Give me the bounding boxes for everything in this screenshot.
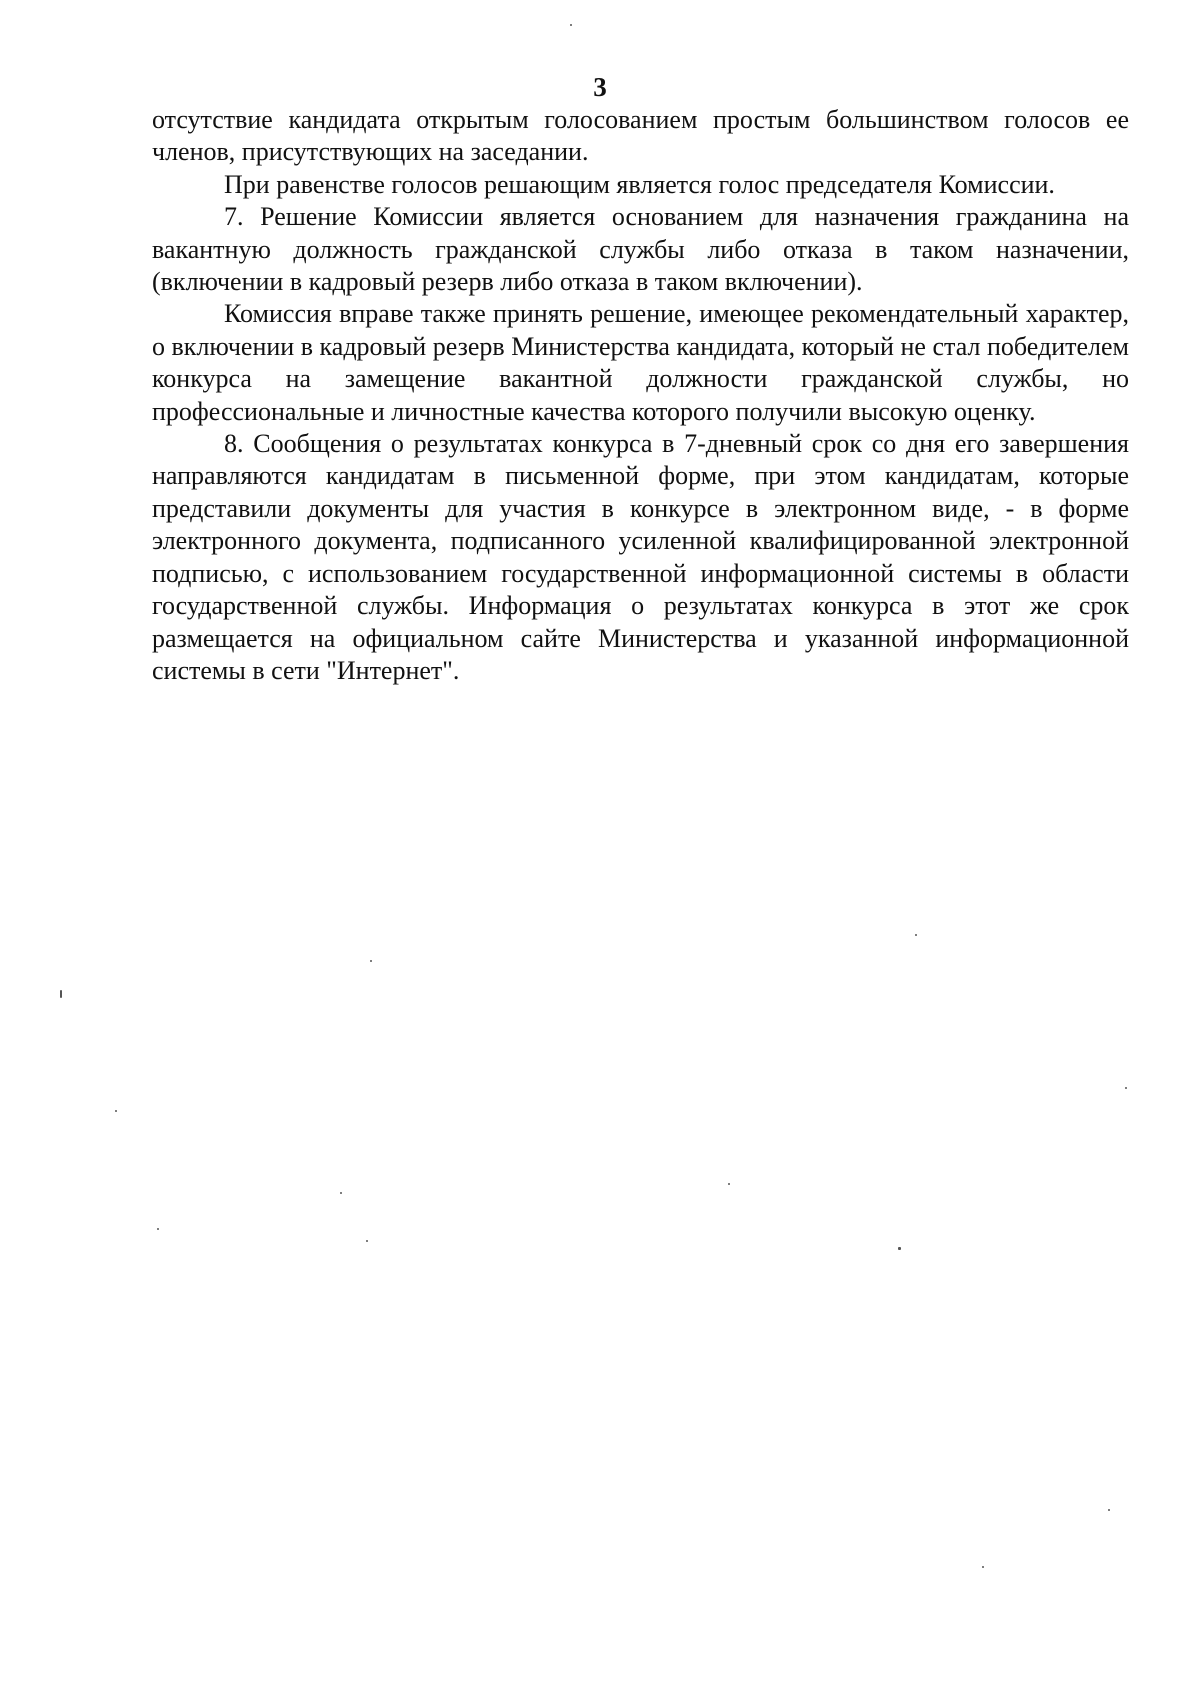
paragraph-recommendation: Комиссия вправе также принять решение, имеющее рекомендательный характер, о включении в кадровый резерв Министерства кандидата, который не стал победителем конкурса на замещение вакантной должности гражданской службы, но профессиональные и личностные качества которого получили высокую оценку. bbox=[152, 299, 1129, 426]
scan-speck bbox=[115, 1110, 117, 1112]
scan-speck bbox=[982, 1566, 984, 1568]
document-body bbox=[152, 104, 1129, 687]
scan-speck bbox=[370, 960, 372, 962]
scan-speck bbox=[60, 990, 62, 998]
scan-speck bbox=[728, 1183, 730, 1185]
scan-speck bbox=[1108, 1509, 1110, 1511]
paragraph-item-8: 8. Сообщения о результатах конкурса в 7-дневный срок со дня его завершения направляются кандидатам в письменной форме, при этом кандидатам, которые представили документы для участия в конкурсе в электронном виде, - в форме электронного документа, подписанного усиленной квалифицированной электронной подписью, с использованием государственной информационной системы в области государственной службы. Информация о результатах конкурса в этот же срок размещается на официальном сайте Министерства и указанной информационной системы в сети "Интернет". bbox=[152, 429, 1129, 685]
page-number: 3 bbox=[593, 72, 607, 102]
scan-speck bbox=[915, 934, 917, 936]
paragraph-tie-vote: При равенстве голосов решающим является голос председателя Комиссии. bbox=[224, 169, 1055, 199]
scan-speck bbox=[898, 1247, 901, 1250]
scan-speck bbox=[157, 1228, 159, 1230]
scan-speck bbox=[570, 24, 572, 26]
scan-speck bbox=[366, 1240, 368, 1242]
scan-speck bbox=[1125, 1087, 1127, 1089]
paragraph-continuation: отсутствие кандидата открытым голосованием простым большинством голосов ее членов, присутствующих на заседании. bbox=[152, 105, 1129, 167]
scan-speck bbox=[340, 1192, 342, 1194]
paragraph-item-7: 7. Решение Комиссии является основанием для назначения гражданина на вакантную должность гражданской службы либо отказа в таком назначении, (включении в кадровый резерв либо отказа в таком включении). bbox=[152, 202, 1129, 297]
